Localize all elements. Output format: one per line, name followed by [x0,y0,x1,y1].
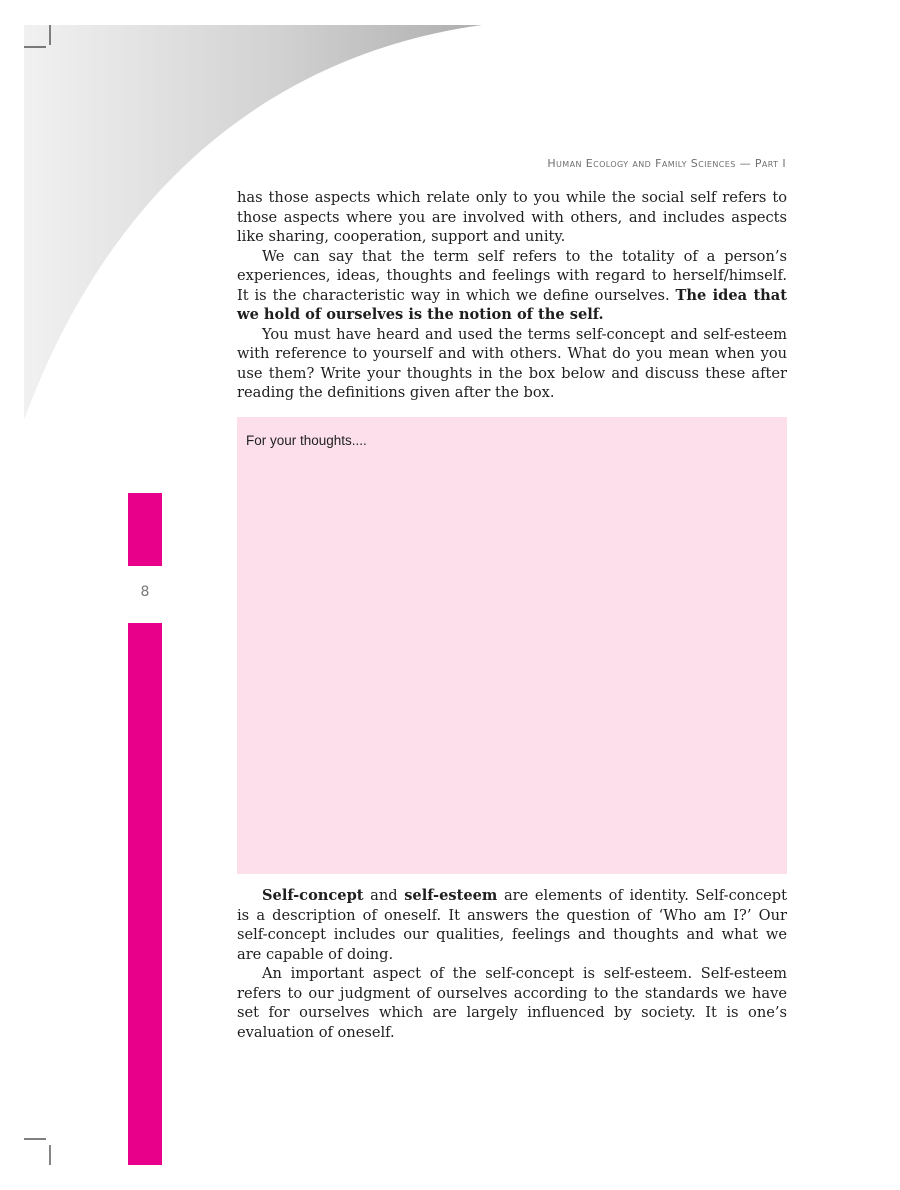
running-title-part1: Human Ecology and Family Sciences [547,157,736,170]
paragraph-2-text: We can say that the term self refers to the totality of a person’s experiences, ideas, thoughts and feelings with regard to herself/himself. It is the characteristic way in which we define ourselves. [237,247,787,304]
crop-mark-bottom-left [24,1139,50,1165]
term-self-concept: Self-concept [262,887,364,904]
running-title-part2: Part I [754,157,786,170]
paragraph-4-text: are elements of identity. Self-concept is a description of oneself. It answers the question of ‘Who am I?’ Our self-concept includes our qualities, feelings and thoughts and what we are capable of doing. [237,887,787,963]
paragraph-1: has those aspects which relate only to you while the social self refers to those aspects where you are involved with others, and includes aspects like sharing, cooperation, support and unity. [237,189,787,245]
running-title-separator: — [735,157,755,170]
paragraph-4 [237,886,787,964]
term-self-esteem: self-esteem [404,887,498,904]
paragraph-3: You must have heard and used the terms self-concept and self-esteem with reference to yourself and with others. What do you mean when you use them? Write your thoughts in the box below and discuss these after reading the definitions given after the box. [237,325,787,401]
bottom-text-section [237,886,787,1042]
running-header [400,157,786,170]
paragraph-2-bold: The idea that we hold of ourselves is the notion of the self. [237,286,787,323]
side-bar-upper [128,493,162,566]
page-number: 8 [140,584,150,600]
thoughts-box-label: For your thoughts.... [246,433,367,448]
paragraph-5: An important aspect of the self-concept is self-esteem. Self-esteem refers to our judgment of ourselves according to the standards we have set for ourselves which are largely influenced by society. It is one’s evaluation of oneself. [237,965,787,1041]
paragraph-2 [237,247,787,325]
top-text-section [237,188,787,403]
side-bar-lower [128,623,162,1165]
paragraph-4-conjunction: and [363,887,405,904]
thoughts-box[interactable] [237,417,787,874]
